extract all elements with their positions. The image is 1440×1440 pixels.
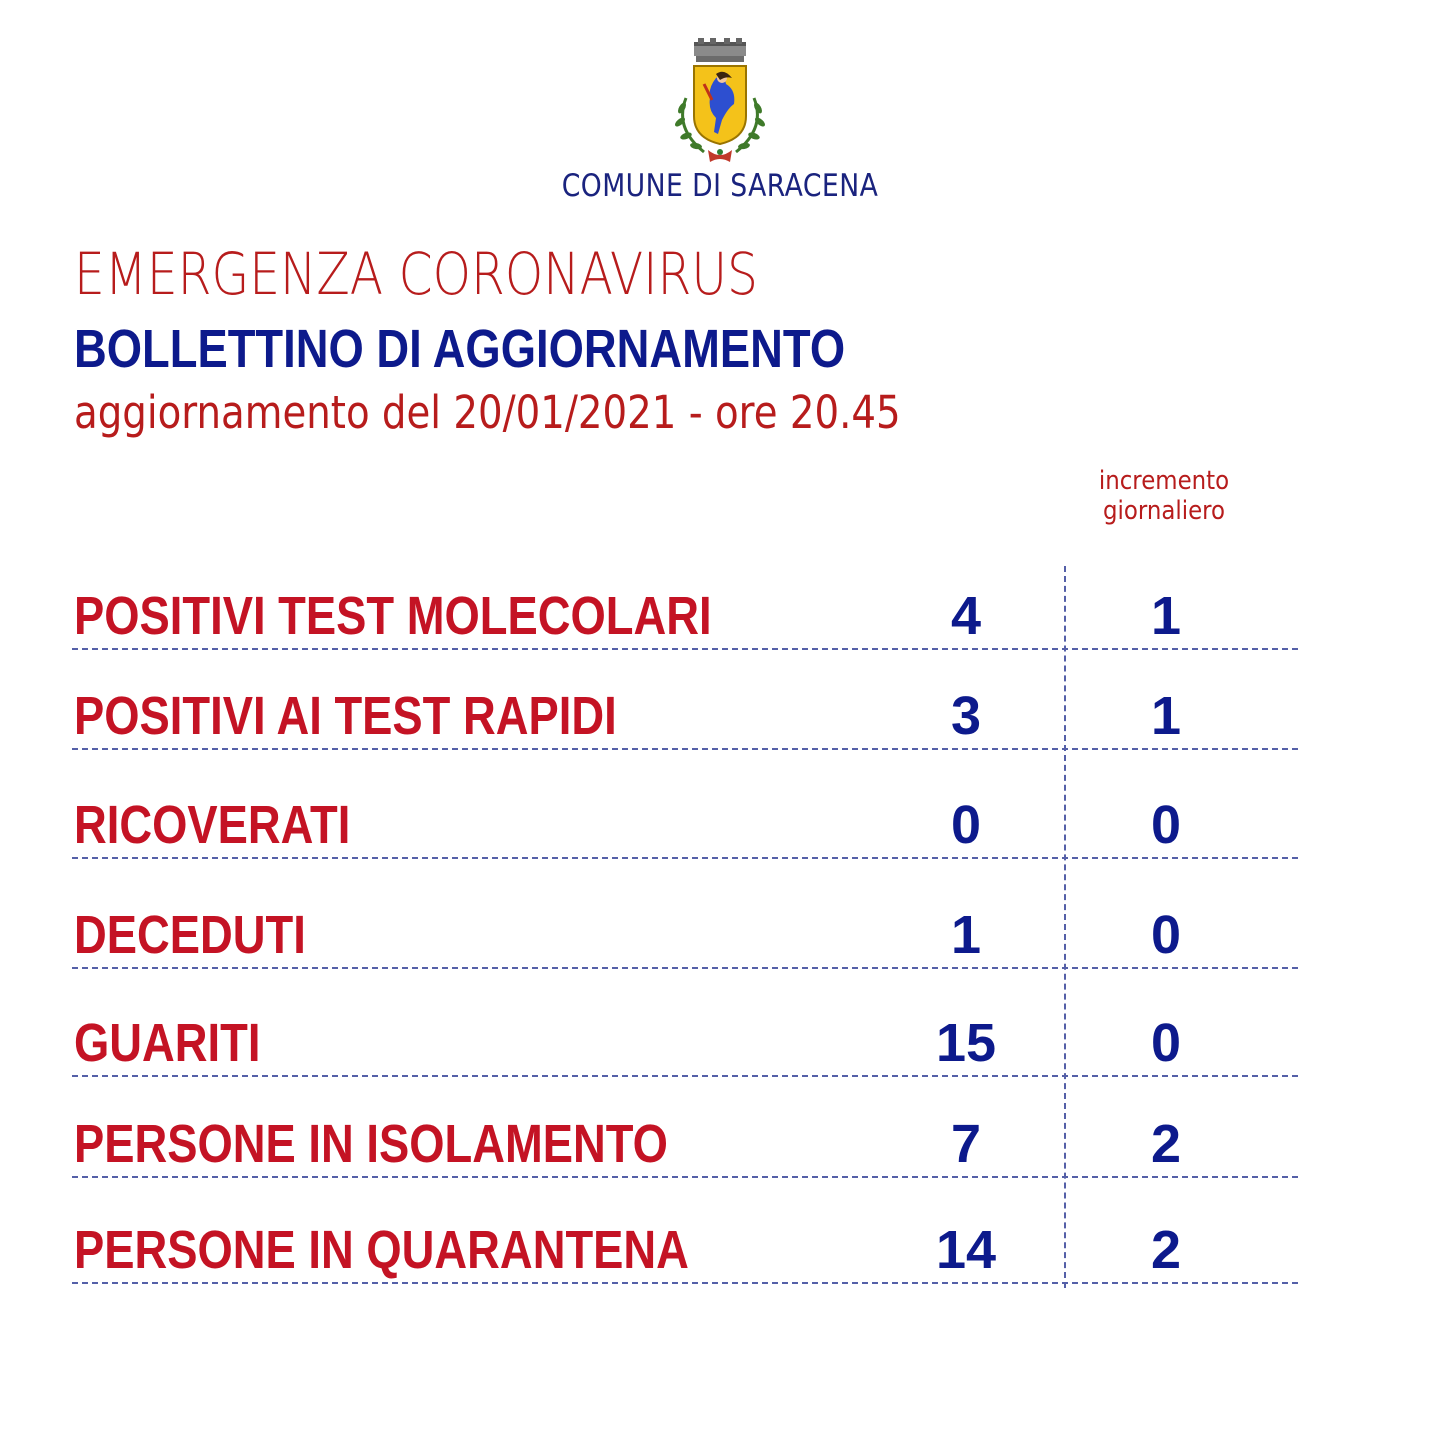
row-label: PERSONE IN ISOLAMENTO <box>74 1114 668 1174</box>
increment-header-line1: incremento <box>1098 466 1230 496</box>
coat-of-arms-icon <box>664 38 776 166</box>
table-row <box>72 907 1298 969</box>
row-increment: 0 <box>1150 795 1182 855</box>
row-increment: 1 <box>1150 686 1182 746</box>
row-label: POSITIVI AI TEST RAPIDI <box>74 686 617 746</box>
row-value: 14 <box>935 1220 997 1280</box>
row-value: 4 <box>950 586 982 646</box>
row-label: GUARITI <box>74 1013 261 1073</box>
emergency-heading: EMERGENZA CORONAVIRUS <box>74 240 758 308</box>
row-increment: 1 <box>1150 586 1182 646</box>
table-row <box>72 797 1298 859</box>
row-increment: 2 <box>1150 1220 1182 1280</box>
row-value: 1 <box>950 905 982 965</box>
row-label: POSITIVI TEST MOLECOLARI <box>74 586 712 646</box>
bulletin-title: BOLLETTINO DI AGGIORNAMENTO <box>74 319 846 379</box>
row-value: 15 <box>935 1013 997 1073</box>
row-increment: 2 <box>1150 1114 1182 1174</box>
row-increment: 0 <box>1150 1013 1182 1073</box>
table-row <box>72 1222 1298 1284</box>
increment-column-header <box>1076 466 1252 526</box>
table-row <box>72 1015 1298 1077</box>
row-value: 0 <box>950 795 982 855</box>
row-label: DECEDUTI <box>74 905 306 965</box>
row-label: RICOVERATI <box>74 795 351 855</box>
table-row <box>72 688 1298 750</box>
row-label: PERSONE IN QUARANTENA <box>74 1220 689 1280</box>
table-row <box>72 1116 1298 1178</box>
row-increment: 0 <box>1150 905 1182 965</box>
increment-header-line2: giornaliero <box>1102 496 1226 526</box>
table-row <box>72 588 1298 650</box>
row-value: 7 <box>950 1114 982 1174</box>
municipality-name: COMUNE DI SARACENA <box>561 168 879 204</box>
update-timestamp: aggiornamento del 20/01/2021 - ore 20.45 <box>74 386 901 439</box>
row-value: 3 <box>950 686 982 746</box>
